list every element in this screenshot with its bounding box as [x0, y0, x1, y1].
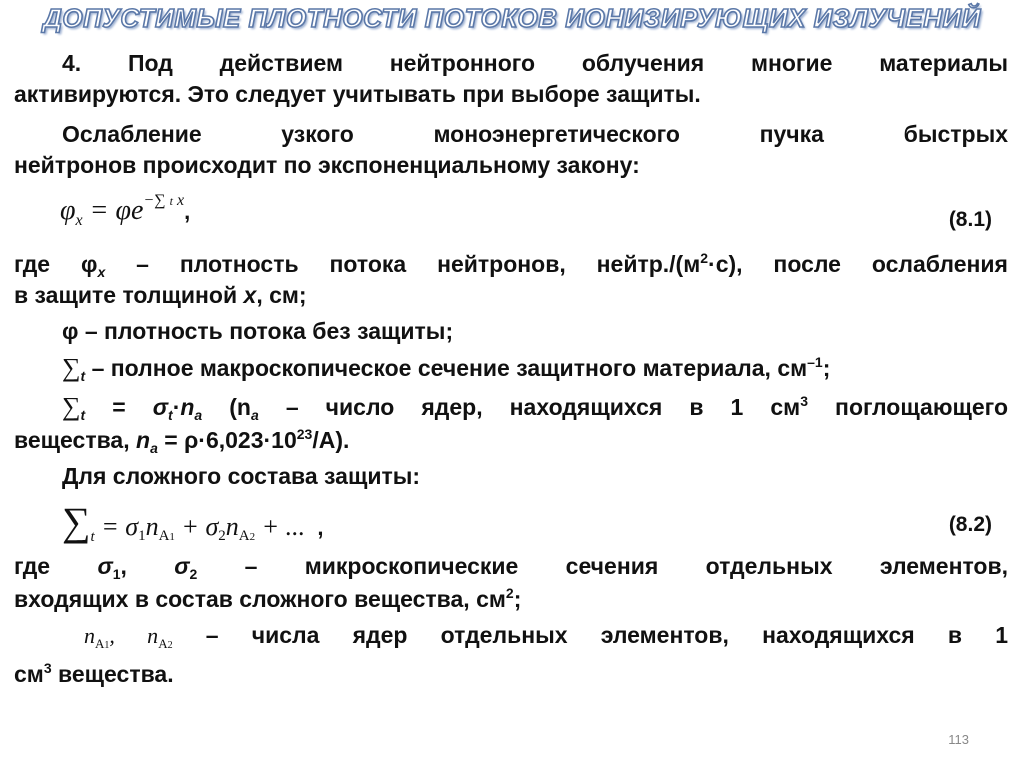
paragraph-2-line-1: Ослабление узкого моноэнергетического пучка быстрых — [62, 121, 1008, 147]
definition-sigma-1-2: где $\sigma_1$, $\sigma_2$ – микроскопические сечения отдельных элементов, — [14, 553, 1008, 582]
paragraph-1-line-2: активируются. Это следует учитывать при выборе защиты. — [14, 81, 701, 107]
definition-phi-x: где $\varphi_x$ – плотность потока нейтронов, $нейтр./(м^2\cdot с)$, после ослабления — [14, 250, 1008, 280]
paragraph-2-line-2: нейтронов происходит по экспоненциальному закону: — [14, 152, 640, 178]
definition-phi: φ – плотность потока без защиты; — [62, 318, 454, 344]
definition-phi-x-line-2: в защите толщиной x, см; — [14, 282, 307, 308]
equation-8-2: $\sum_t = \sigma 1nA1 + \sigma 2nA2$ + ... , — [62, 499, 324, 545]
complex-composition-label: Для сложного состава защиты: — [62, 463, 421, 489]
equation-8-1: $\varphi_x = \varphi e^{-\sum t x}$, — [60, 192, 191, 229]
equation-number-8-2: (8.2) — [948, 513, 992, 536]
equation-number-8-1: (8.1) — [948, 208, 992, 231]
definition-sigma-t: $\sum_t$ – полное макроскопическое сечение защитного материала, $см^{-1}$; — [62, 353, 831, 384]
paragraph-1-line-1: 4. Под действием нейтронного облучения многие материалы — [62, 50, 1008, 76]
sigma-t-formula: $\sum_t = \sigma_t\cdot n_a$ ($n_a$ – число ядер, находящихся в 1 $см^3$ поглощающего — [62, 392, 1008, 423]
definition-sigma-1-2-line-2: входящих в состав сложного вещества, $см^2$; — [14, 585, 522, 612]
page-title: ДОПУСТИМЫЕ ПЛОТНОСТИ ПОТОКОВ ИОНИЗИРУЮЩИХ ИЗЛУЧЕНИЙ — [43, 3, 981, 33]
definition-n-a: $n_{A1}$, $n_{A2}$ – числа ядер отдельных элементов, находящихся в 1 — [84, 622, 1008, 651]
sigma-t-formula-line-2: вещества, $n_a = \rho\cdot 6,023\cdot 10^{23}/A$). — [14, 426, 350, 456]
page-number: 113 — [948, 732, 969, 747]
definition-n-a-line-2: $см^3$ вещества. — [14, 660, 174, 687]
